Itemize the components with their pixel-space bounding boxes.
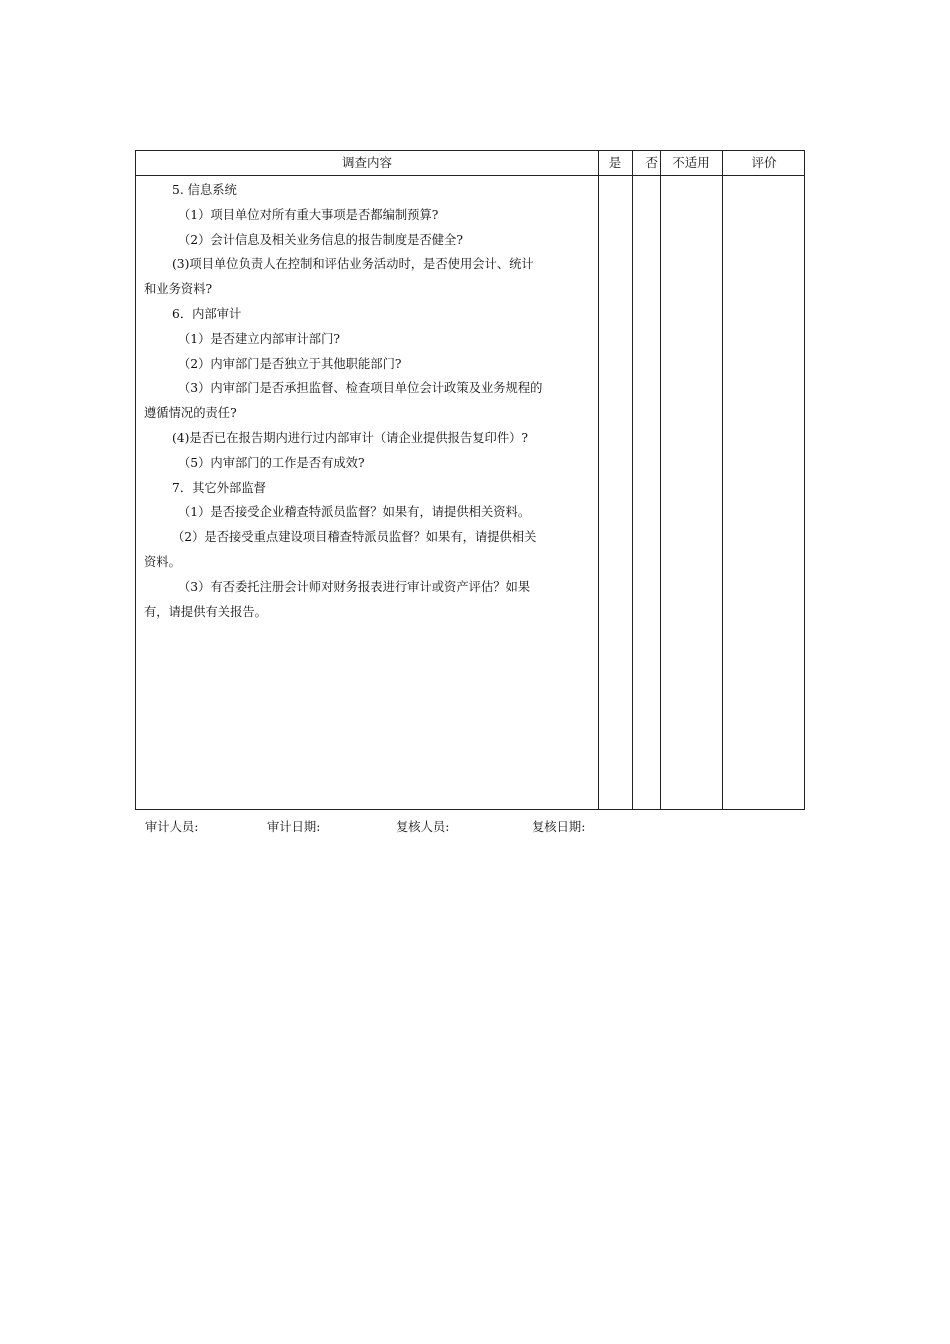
column-divider-yes (632, 151, 633, 809)
question-line: （2）会计信息及相关业务信息的报告制度是否健全? (178, 232, 463, 247)
question-line: (3)项目单位负责人在控制和评估业务活动时，是否使用会计、统计 (172, 257, 534, 272)
column-divider-no (660, 151, 661, 809)
header-divider (136, 175, 804, 176)
audit-date-label: 审计日期: (267, 820, 321, 834)
section-heading-internal-audit: 6．内部审计 (172, 306, 242, 321)
question-line: （1）是否接受企业稽查特派员监督？如果有，请提供相关资料。 (178, 505, 531, 520)
column-divider-content (598, 151, 599, 809)
header-yes: 是 (608, 155, 622, 170)
auditor-label: 审计人员: (145, 820, 199, 834)
review-date-label: 复核日期: (532, 820, 586, 834)
header-content: 调查内容 (341, 155, 392, 170)
question-line: （1）项目单位对所有重大事项是否都编制预算? (178, 207, 439, 222)
signature-footer (0, 817, 950, 837)
question-line: （2）内审部门是否独立于其他职能部门? (178, 356, 402, 371)
question-line: (4)是否已在报告期内进行过内部审计（请企业提供报告复印件）? (172, 430, 529, 445)
survey-content (144, 178, 596, 624)
header-no: 否 (645, 155, 658, 170)
section-heading-info-system: 5. 信息系统 (172, 183, 237, 197)
audit-survey-table (135, 150, 805, 810)
question-line-continued: 和业务资料? (144, 282, 213, 297)
question-line: （3）内审部门是否承担监督、检查项目单位会计政策及业务规程的 (178, 381, 543, 396)
question-line: （3）有否委托注册会计师对财务报表进行审计或资产评估？如果 (178, 579, 531, 594)
question-line-continued: 资料。 (144, 554, 181, 569)
question-line: （1）是否建立内部审计部门? (178, 331, 340, 346)
section-heading-external-supervision: 7．其它外部监督 (172, 480, 266, 495)
question-line-continued: 有，请提供有关报告。 (144, 604, 267, 619)
column-divider-na (722, 151, 723, 809)
question-line-continued: 遵循情况的责任? (144, 406, 237, 421)
header-not-applicable: 不适用 (672, 155, 710, 170)
header-evaluation: 评价 (751, 155, 777, 170)
reviewer-label: 复核人员: (396, 820, 450, 834)
question-line: （2）是否接受重点建设项目稽查特派员监督？如果有，请提供相关 (172, 530, 537, 545)
question-line: （5）内审部门的工作是否有成效? (178, 455, 365, 470)
